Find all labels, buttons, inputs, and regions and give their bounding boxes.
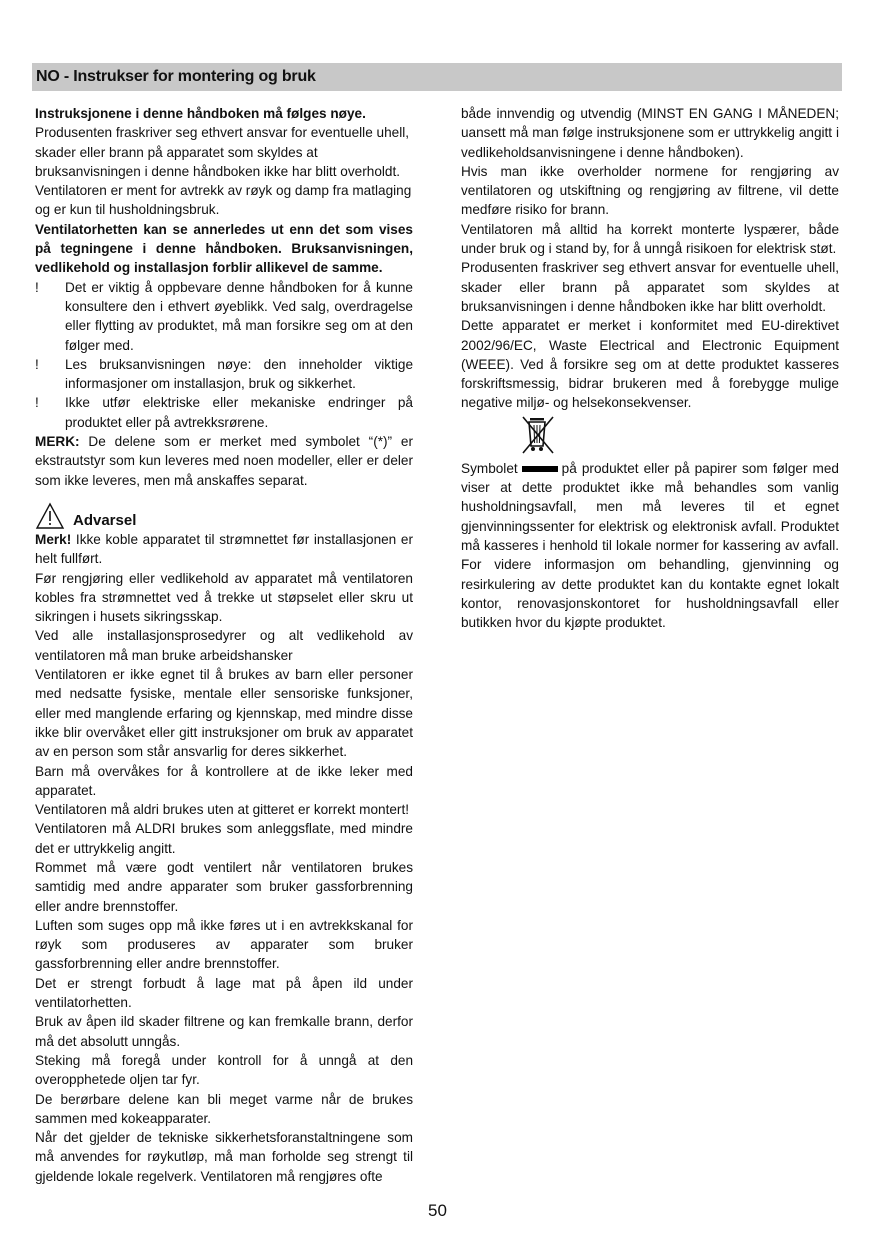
warning-paragraph: Bruk av åpen ild skader filtrene og kan fremkalle brann, derfor må det absolutt unngås. (35, 1014, 413, 1049)
symbol-word: Symbolet (461, 460, 518, 476)
warning-note (35, 530, 413, 569)
right-paragraph: Ventilatoren må alltid ha korrekt monterte lyspærer, både under bruk og i stand by, for å unngå risikoen for elektrisk støt. (461, 221, 839, 257)
warning-note-label: Merk! (35, 531, 72, 547)
right-paragraph: Dette apparatet er merket i konformitet med EU-direktivet 2002/96/EC, Waste Electrical and Electronic Equipment (WEEE). Ved å forsikre seg om at dette produktet kasseres forskriftsmessig, bidrar brukeren med å forebygge mulige negative miljø- og helsekonsekvenser. (461, 318, 839, 411)
warning-paragraph: Rommet må være godt ventilert når ventilatoren brukes samtidig med andre apparater som bruker gassforbrenning eller andre brennstoffer. (35, 859, 413, 914)
crossed-bin-icon (519, 413, 559, 457)
left-column (35, 104, 413, 1186)
warning-paragraph: Ventilatoren er ikke egnet til å brukes av barn eller personer med nedsatte fysiske, mentale eller sensoriske funksjoner, eller med manglende erfaring og kjennskap, med mindre disse ikke blir overvåket eller gitt instruksjoner om bruk av apparatet av en person som står ansvarlig for deres sikkerhet. (35, 667, 413, 760)
bullet-text: Les bruksanvisningen nøye: den inneholder viktige informasjoner om installasjon, bruk og sikkerhet. (65, 356, 413, 392)
warning-paragraph: Luften som suges opp må ikke føres ut i en avtrekkskanal for røyk som produseres av apparater som bruker gassforbrenning eller andre brennstoffer. (35, 917, 413, 972)
warning-paragraph: Ventilatoren må ALDRI brukes som anleggsflate, med mindre det er uttrykkelig angitt. (35, 821, 413, 856)
right-paragraph: både innvendig og utvendig (MINST EN GANG I MÅNEDEN; uansett må man følge instruksjonene som er uttrykkelig angitt i vedlikeholdsanvisningene i denne håndboken). (461, 106, 839, 160)
bullet-item (35, 278, 413, 355)
warning-paragraph: Det er strengt forbudt å lage mat på åpen ild under ventilatorhetten. (35, 975, 413, 1011)
warning-paragraph: Ved alle installasjonsprosedyrer og alt vedlikehold av ventilatoren må man bruke arbeidshansker (35, 628, 413, 663)
black-bar-symbol (522, 466, 558, 472)
bullet-mark: ! (35, 395, 39, 411)
warning-paragraph: Før rengjøring eller vedlikehold av apparatet må ventilatoren kobles fra strømnettet ved å trekke ut støpselet eller skru ut sikringen i husets sikringsskap. (35, 570, 413, 625)
warning-heading (35, 496, 413, 530)
bullet-item (35, 355, 413, 394)
warning-note-text: Ikke koble apparatet til strømnettet før installasjonen er helt fullført. (35, 531, 413, 567)
warning-paragraph: De berørbare delene kan bli meget varme når de brukes sammen med kokeapparater. (35, 1091, 413, 1126)
bullet-mark: ! (35, 279, 39, 295)
bold-notice: Ventilatorhetten kan se annerledes ut enn det som vises på tegningene i denne håndboken. Bruksanvisningen, vedlikehold og installasjon forblir allikevel de samme. (35, 221, 413, 276)
bullet-text: Ikke utfør elektriske eller mekaniske endringer på produktet eller på avtrekksrørene. (65, 395, 413, 430)
symbol-text: på produktet eller på papirer som følger med viser at dette produktet ikke må behandles som vanlig husholdningsavfall, men må leveres til et egnet gjenvinningssenter for elektrisk og elektronisk avfall. Produktet må kasseres i henhold til lokale normer for kassering av avfall. For videre informasjon om behandling, gjenvinning og resirkulering av dette produktet kan du kontakte egnet lokalt kontor, renovasjonskontoret for husholdningsavfall eller butikken hvor du kjøpte produktet. (461, 460, 839, 631)
intro-heading: Instruksjonene i denne håndboken må følges nøye. (35, 106, 366, 121)
section-header (32, 63, 842, 91)
symbol-paragraph (461, 459, 839, 633)
note-label: MERK: (35, 434, 80, 450)
right-column (461, 104, 839, 632)
warning-paragraph: Når det gjelder de tekniske sikkerhetsforanstaltningene som må anvendes for røykutløp, må man forholde seg strengt til gjeldende lokale regelverk. Ventilatoren må rengjøres ofte (35, 1130, 413, 1184)
note-paragraph (35, 432, 413, 490)
weee-symbol (461, 413, 839, 459)
warning-paragraph: Steking må foregå under kontroll for å unngå at den overopphetede oljen tar fyr. (35, 1052, 413, 1088)
right-paragraph: Hvis man ikke overholder normene for rengjøring av ventilatoren og utskiftning og rengjøring av filtrene, vil dette medføre risiko for brann. (461, 163, 839, 218)
note-text: De delene som er merket med symbolet “(*)” er ekstrautstyr som kun leveres med noen modeller, eller er deler som ikke leveres, men må anskaffes separat. (35, 434, 413, 488)
intro-paragraph: Ventilatoren er ment for avtrekk av røyk og damp fra matlaging og er kun til husholdningsbruk. (35, 183, 412, 218)
bullet-text: Det er viktig å oppbevare denne håndboken for å kunne konsultere den i ethvert øyeblikk. Ved salg, overdragelse eller flytting av produktet, må man forsikre seg om at den følger med. (65, 279, 413, 353)
section-title: NO - Instrukser for montering og bruk (36, 68, 316, 85)
warning-triangle-icon (35, 502, 65, 530)
warning-title: Advarsel (73, 511, 137, 529)
bullet-mark: ! (35, 356, 39, 372)
right-paragraph: Produsenten fraskriver seg ethvert ansvar for eventuelle uhell, skader eller brann på apparatet som skyldes at bruksanvisningen i denne håndboken ikke har blitt overholdt. (461, 260, 839, 314)
page-number: 50 (428, 1201, 447, 1220)
warning-paragraph: Ventilatoren må aldri brukes uten at gitteret er korrekt montert! (35, 802, 410, 818)
intro-paragraph: Produsenten fraskriver seg ethvert ansvar for eventuelle uhell, skader eller brann på apparatet som skyldes at bruksanvisningen i denne håndboken ikke har blitt overholdt. (35, 125, 410, 179)
warning-paragraph: Barn må overvåkes for å kontrollere at de ikke leker med apparatet. (35, 763, 413, 798)
bullet-item (35, 393, 413, 432)
